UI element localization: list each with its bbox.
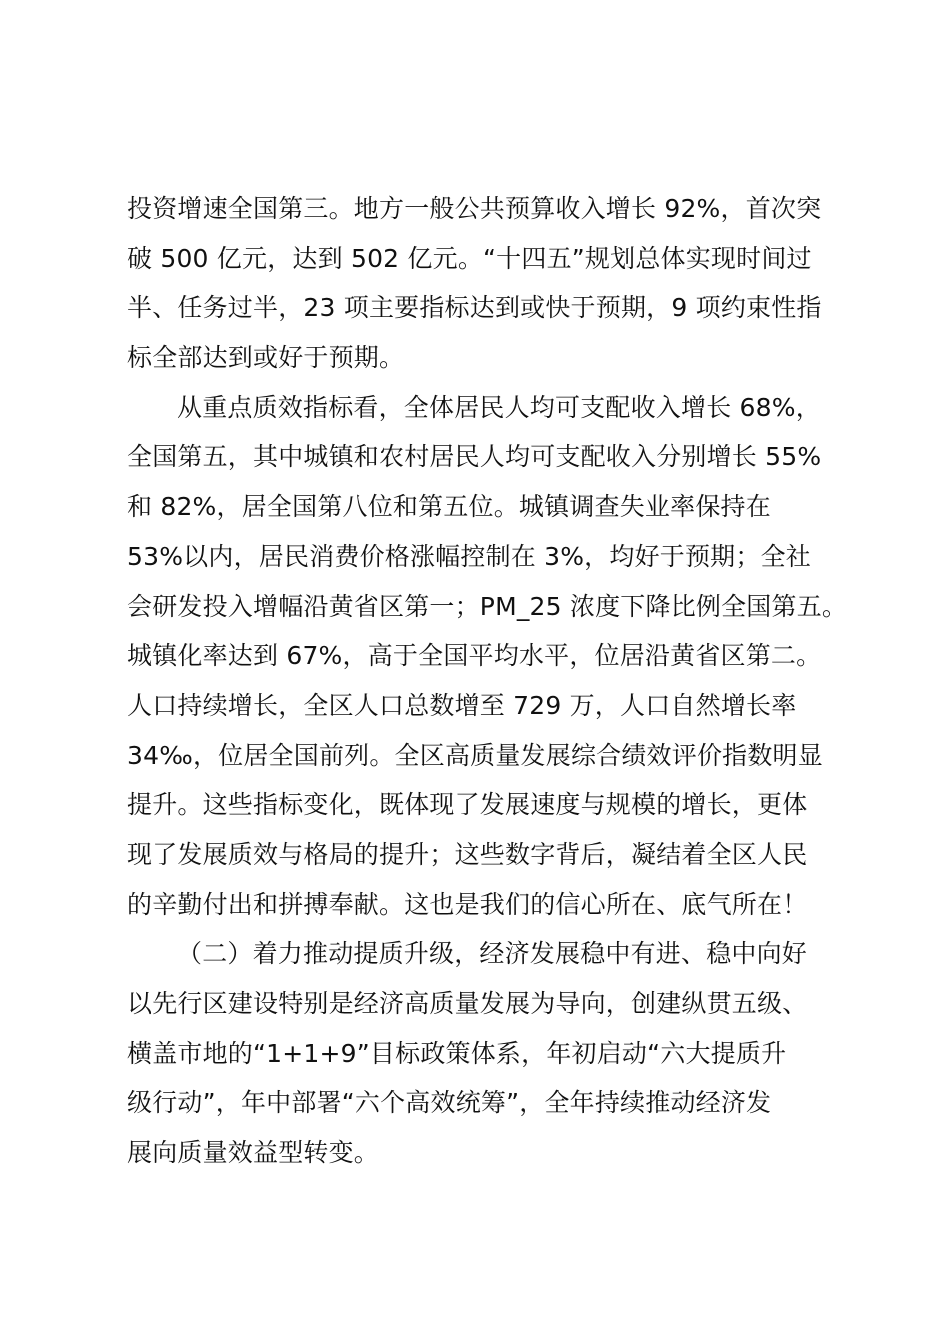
text-line: 会研发投入增幅沿黄省区第一；PM_25 浓度下降比例全国第五。 (127, 591, 848, 621)
text-line: 以先行区建设特别是经济高质量发展为导向，创建纵贯五级、 (127, 989, 808, 1018)
text-line: 现了发展质效与格局的提升；这些数字背后，凝结着全区人民 (127, 839, 808, 869)
text-line: 标全部达到或好于预期。 (127, 343, 405, 373)
text-line: 和 82%，居全国第八位和第五位。城镇调查失业率保持在 (127, 492, 771, 522)
text-line: 全国第五，其中城镇和农村居民人均可支配收入分别增长 55% (127, 442, 822, 472)
text-line: 破 500 亿元，达到 502 亿元。“十四五”规划总体实现时间过 (127, 243, 812, 273)
text-line: 人口持续增长，全区人口总数增至 729 万，人口自然增长率 (127, 690, 797, 720)
text-line: 提升。这些指标变化，既体现了发展速度与规模的增长，更体 (127, 790, 808, 820)
text-line: 半、任务过半，23 项主要指标达到或快于预期，9 项约束性指 (127, 293, 822, 323)
text-line: 城镇化率达到 67%，高于全国平均水平，位居沿黄省区第二。 (127, 641, 822, 671)
text-line: 横盖市地的“1+1+9”目标政策体系，年初启动“六大提质升 (127, 1038, 787, 1068)
text-line: 的辛勤付出和拼搏奉献。这也是我们的信心所在、底气所在！ (127, 889, 808, 919)
text-line: 级行动”，年中部署“六个高效统筹”，全年持续推动经济发 (127, 1088, 772, 1118)
text-line: 展向质量效益型转变。 (127, 1138, 380, 1168)
body-text (127, 184, 847, 1178)
paragraph-start-line: 从重点质效指标看，全体居民人均可支配收入增长 68%， (177, 392, 821, 422)
text-line: 投资增速全国第三。地方一般公共预算收入增长 92%，首次突 (127, 194, 822, 223)
section-heading-line: （二）着力推动提质升级，经济发展稳中有进、稳中向好 (177, 939, 808, 969)
text-line: 53%以内，居民消费价格涨幅控制在 3%，均好于预期；全社 (127, 541, 811, 571)
text-line: 34‰，位居全国前列。全区高质量发展综合绩效评价指数明显 (127, 740, 823, 770)
